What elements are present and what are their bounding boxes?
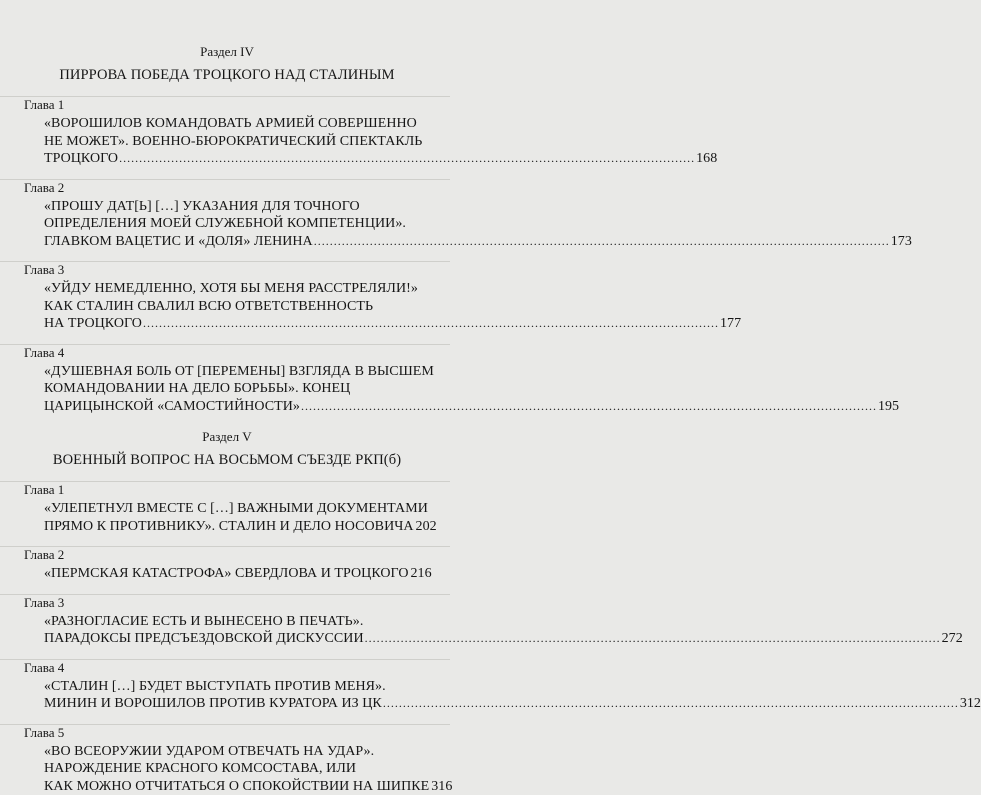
toc-entry[interactable] bbox=[24, 725, 430, 795]
chapter-title-line: ГЛАВКОМ ВАЦЕТИС И «ДОЛЯ» ЛЕНИНА bbox=[44, 233, 313, 251]
chapter-label: Глава 1 bbox=[24, 482, 430, 497]
chapter-label: Глава 2 bbox=[24, 180, 430, 195]
dot-leader bbox=[314, 233, 890, 251]
section-title: ПИРРОВА ПОБЕДА ТРОЦКОГО НАД СТАЛИНЫМ bbox=[24, 66, 430, 84]
page-number: 316 bbox=[431, 778, 452, 795]
chapter-title-line: «ВОРОШИЛОВ КОМАНДОВАТЬ АРМИЕЙ СОВЕРШЕННО bbox=[44, 115, 430, 133]
section-iv bbox=[24, 44, 430, 415]
toc-entry[interactable] bbox=[24, 660, 430, 713]
page-number: 202 bbox=[416, 518, 437, 536]
chapter-title-line: «ПРОШУ ДАТ[Ь] […] УКАЗАНИЯ ДЛЯ ТОЧНОГО bbox=[44, 198, 430, 216]
dot-leader bbox=[383, 695, 959, 713]
toc-page bbox=[0, 0, 450, 707]
dot-leader bbox=[143, 315, 719, 333]
dot-leader bbox=[301, 398, 877, 416]
chapter-label: Глава 5 bbox=[24, 725, 430, 740]
chapter-label: Глава 2 bbox=[24, 547, 430, 562]
toc-entry[interactable] bbox=[24, 180, 430, 251]
chapter-title-line: «ПЕРМСКАЯ КАТАСТРОФА» СВЕРДЛОВА И ТРОЦКОГО bbox=[44, 565, 409, 583]
chapter-title-line: НА ТРОЦКОГО bbox=[44, 315, 142, 333]
page-number: 216 bbox=[411, 565, 432, 583]
toc-entry[interactable] bbox=[24, 482, 430, 535]
page-number: 177 bbox=[720, 315, 741, 333]
page-number: 272 bbox=[942, 630, 963, 648]
page-number: 195 bbox=[878, 398, 899, 416]
dot-leader bbox=[365, 630, 941, 648]
section-header bbox=[24, 44, 430, 84]
chapter-title-line: НЕ МОЖЕТ». ВОЕННО-БЮРОКРАТИЧЕСКИЙ СПЕКТАКЛЬ bbox=[44, 133, 430, 151]
chapter-list bbox=[24, 481, 430, 795]
section-title: ВОЕННЫЙ ВОПРОС НА ВОСЬМОМ СЪЕЗДЕ РКП(б) bbox=[24, 451, 430, 469]
toc-entry[interactable] bbox=[24, 97, 430, 168]
chapter-title-line: «УЙДУ НЕМЕДЛЕННО, ХОТЯ БЫ МЕНЯ РАССТРЕЛЯЛИ!» bbox=[44, 280, 430, 298]
chapter-title-line: ПРЯМО К ПРОТИВНИКУ». СТАЛИН И ДЕЛО НОСОВИЧА bbox=[44, 518, 414, 536]
section-header bbox=[24, 429, 430, 469]
chapter-title-line: ПАРАДОКСЫ ПРЕДСЪЕЗДОВСКОЙ ДИСКУССИИ bbox=[44, 630, 364, 648]
chapter-title-line: КАК СТАЛИН СВАЛИЛ ВСЮ ОТВЕТСТВЕННОСТЬ bbox=[44, 298, 430, 316]
chapter-title-line: «ВО ВСЕОРУЖИИ УДАРОМ ОТВЕЧАТЬ НА УДАР». bbox=[44, 743, 430, 761]
page-number: 312 bbox=[960, 695, 981, 713]
chapter-label: Глава 3 bbox=[24, 595, 430, 610]
chapter-title-line: «УЛЕПЕТНУЛ ВМЕСТЕ С […] ВАЖНЫМИ ДОКУМЕНТАМИ bbox=[44, 500, 430, 518]
toc-entry[interactable] bbox=[24, 547, 430, 583]
chapter-title-line: «ДУШЕВНАЯ БОЛЬ ОТ [ПЕРЕМЕНЫ] ВЗГЛЯДА В ВЫСШЕМ bbox=[44, 363, 430, 381]
toc-entry[interactable] bbox=[24, 345, 430, 416]
chapter-title-line: ТРОЦКОГО bbox=[44, 150, 118, 168]
chapter-list bbox=[24, 96, 430, 415]
chapter-label: Глава 4 bbox=[24, 345, 430, 360]
page-number: 173 bbox=[891, 233, 912, 251]
section-v bbox=[24, 429, 430, 795]
chapter-title-line: ОПРЕДЕЛЕНИЯ МОЕЙ СЛУЖЕБНОЙ КОМПЕТЕНЦИИ». bbox=[44, 215, 430, 233]
page-number: 168 bbox=[696, 150, 717, 168]
chapter-title-line: КАК МОЖНО ОТЧИТАТЬСЯ О СПОКОЙСТВИИ НА ШИПКЕ bbox=[44, 778, 429, 795]
chapter-title-line: «СТАЛИН […] БУДЕТ ВЫСТУПАТЬ ПРОТИВ МЕНЯ». bbox=[44, 678, 430, 696]
chapter-label: Глава 4 bbox=[24, 660, 430, 675]
section-label: Раздел IV bbox=[24, 44, 430, 60]
chapter-title-line: НАРОЖДЕНИЕ КРАСНОГО КОМСОСТАВА, ИЛИ bbox=[44, 760, 430, 778]
chapter-title-line: «РАЗНОГЛАСИЕ ЕСТЬ И ВЫНЕСЕНО В ПЕЧАТЬ». bbox=[44, 613, 430, 631]
toc-entry[interactable] bbox=[24, 262, 430, 333]
chapter-title-line: МИНИН И ВОРОШИЛОВ ПРОТИВ КУРАТОРА ИЗ ЦК bbox=[44, 695, 382, 713]
dot-leader bbox=[119, 150, 695, 168]
chapter-label: Глава 3 bbox=[24, 262, 430, 277]
chapter-title-line: КОМАНДОВАНИИ НА ДЕЛО БОРЬБЫ». КОНЕЦ bbox=[44, 380, 430, 398]
chapter-title-line: ЦАРИЦЫНСКОЙ «САМОСТИЙНОСТИ» bbox=[44, 398, 300, 416]
toc-entry[interactable] bbox=[24, 595, 430, 648]
chapter-label: Глава 1 bbox=[24, 97, 430, 112]
section-label: Раздел V bbox=[24, 429, 430, 445]
